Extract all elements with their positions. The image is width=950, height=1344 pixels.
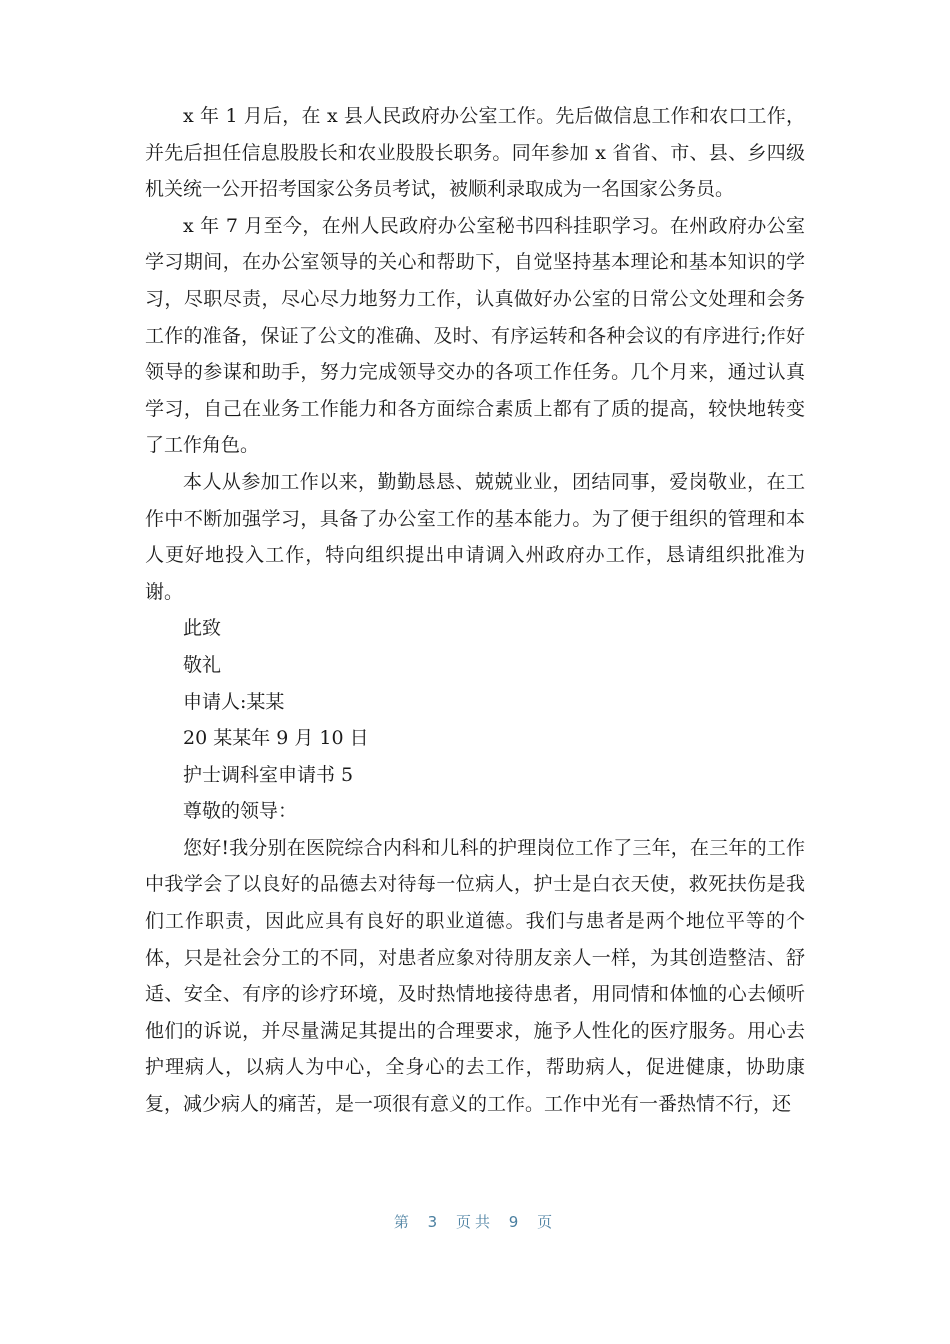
page-number-footer: 第 3 页共 9 页 xyxy=(393,1213,557,1231)
paragraph-request: 本人从参加工作以来，勤勤恳恳、兢兢业业，团结同事，爱岗敬业，在工作中不断加强学习，具备了办公室工作的基本能力。为了便于组织的管理和本人更好地投入工作，特向组织提出申请调入州政府办工作，恳请组织批准为谢。 xyxy=(145,470,805,603)
greeting-line: 尊敬的领导： xyxy=(183,800,298,823)
paragraph-nurse-letter: 您好!我分别在医院综合内科和儿科的护理岗位工作了三年，在三年的工作中我学会了以良好的品德去对待每一位病人，护士是白衣天使，救死扶伤是我们工作职责，因此应具有良好的职业道德。我们与患者是两个地位平等的个体，只是社会分工的不同，对患者应象对待朋友亲人一样，为其创造整洁、舒适、安全、有序的诊疗环境，及时热情地接待患者，用同情和体恤的心去倾听他们的诉说，并尽量满足其提出的合理要求，施予人性化的医疗服务。用心去护理病人，以病人为中心，全身心的去工作，帮助病人，促进健康，协助康复，减少病人的痛苦，是一项很有意义的工作。工作中光有一番热情不行，还 xyxy=(145,836,805,1116)
applicant-line: 申请人:某某 xyxy=(183,690,285,713)
paragraph-work-history: x 年 1 月后，在 x 县人民政府办公室工作。先后做信息工作和农口工作，并先后担任信息股股长和农业股股长职务。同年参加 x 省省、市、县、乡四级机关统一公开招考国家公务员考试，被顺利录取成为一名国家公务员。 xyxy=(145,105,805,201)
salute-line: 敬礼 xyxy=(183,653,222,676)
section-title: 护士调科室申请书 5 xyxy=(183,763,354,786)
date-line: 20 某某年 9 月 10 日 xyxy=(183,727,369,750)
closing-line: 此致 xyxy=(183,617,222,640)
paragraph-secondment: x 年 7 月至今，在州人民政府办公室秘书四科挂职学习。在州政府办公室学习期间，在办公室领导的关心和帮助下，自觉坚持基本理论和基本知识的学习，尽职尽责，尽心尽力地努力工作，认真做好办公室的日常公文处理和会务工作的准备，保证了公文的准确、及时、有序运转和各种会议的有序进行;作好领导的参谋和助手，努力完成领导交办的各项工作任务。几个月来，通过认真学习，自己在业务工作能力和各方面综合素质上都有了质的提高，较快地转变了工作角色。 xyxy=(145,214,805,457)
document-body xyxy=(145,98,805,1123)
